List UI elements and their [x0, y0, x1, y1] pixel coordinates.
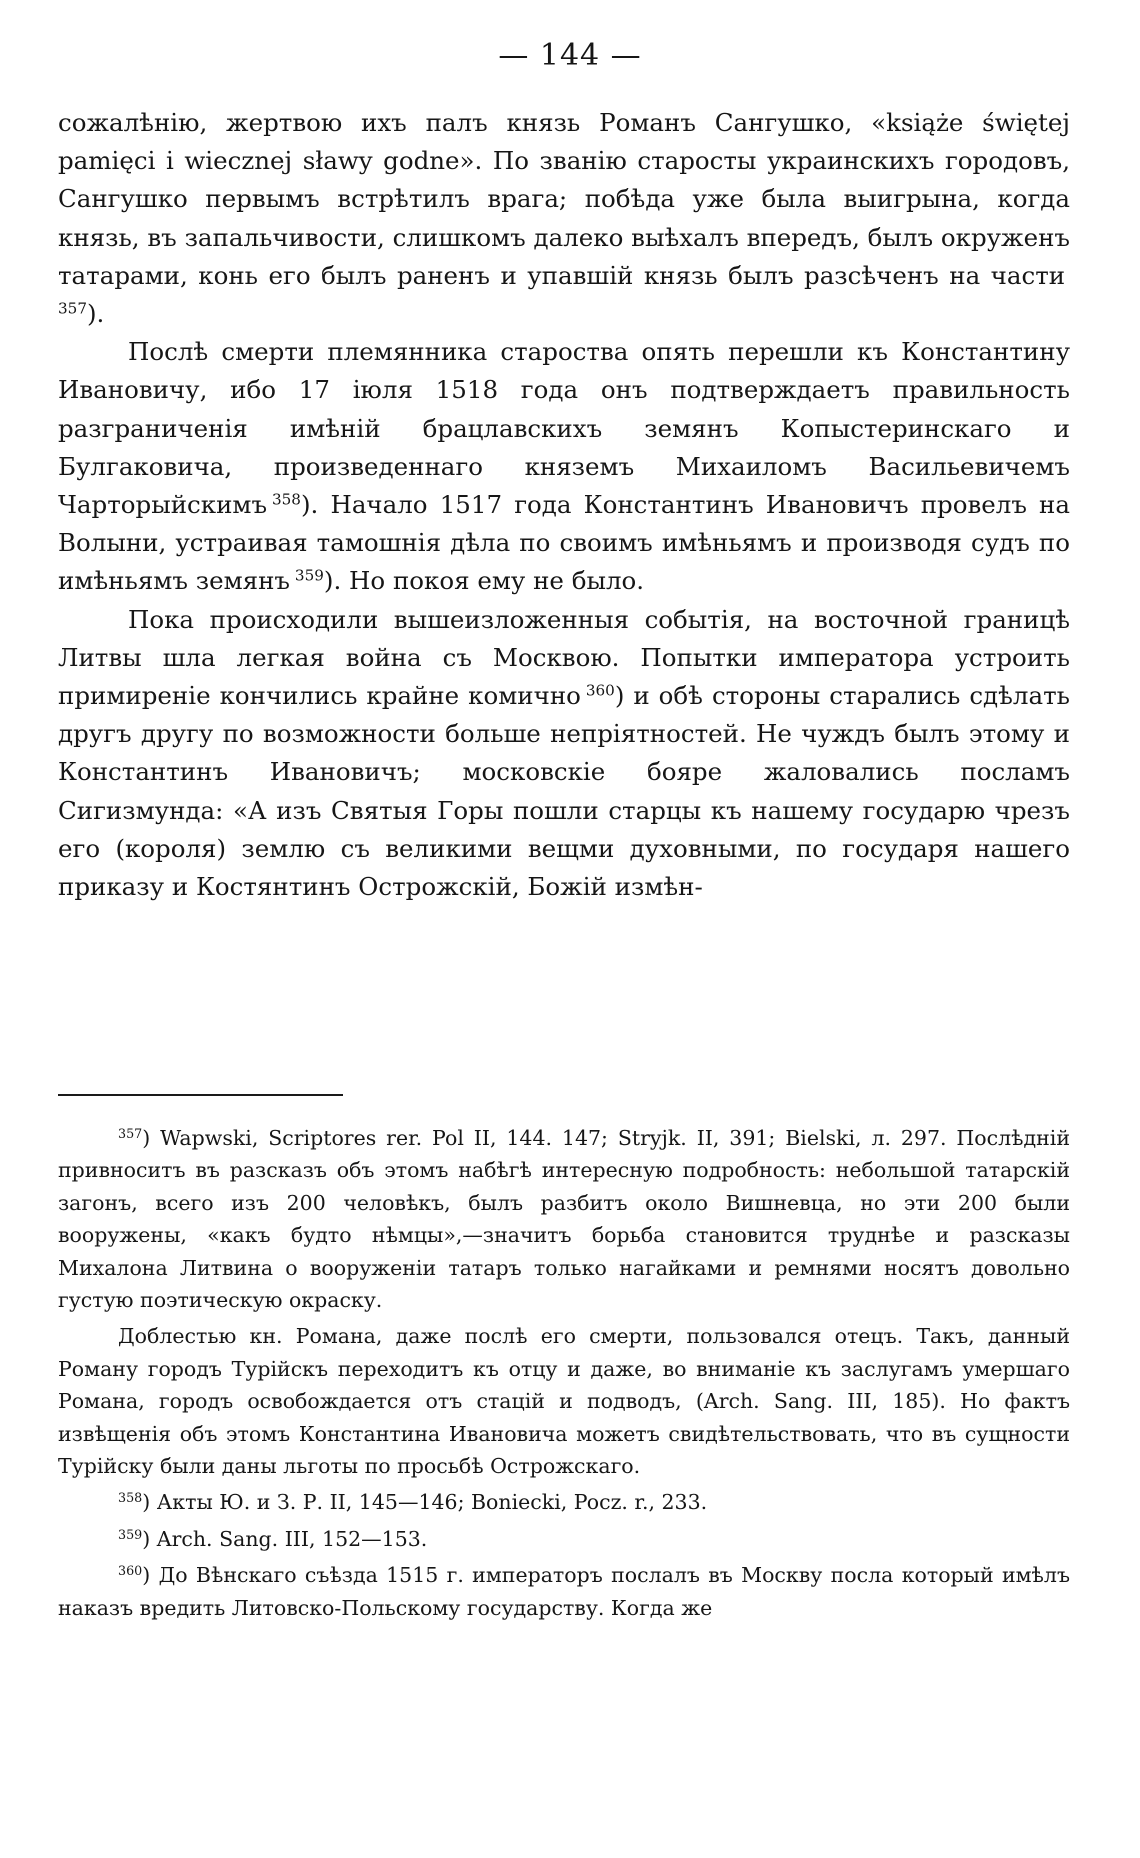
paragraph-2-part-a: Послѣ смерти племянника староства опять перешли къ Константину Ивановичу, ибо 17 іюля 1518 года онъ подтверждаетъ правильность разграниченія имѣній брацлавскихъ земянъ Копыстеринскаго и Булгаковича, произведеннаго княземъ Михаиломъ Васильевичемъ Чарторыйскимъ — [58, 337, 1070, 520]
footnotes — [58, 1122, 1070, 1624]
paragraph-3-part-b: ) и обѣ стороны старались сдѣлать другъ другу по возможности больше непріятностей. Не чуждъ былъ этому и Константинъ Ивановичъ; московскіе бояре жаловались посламъ Сигизмунда: «А изъ Святыя Горы пошли старцы къ нашему государю чрезъ его (короля) землю съ великими вещми духовными, по государя нашего приказу и Костянтинъ Острожскій, Божій измѣн- — [58, 681, 1070, 902]
footnote-359-number: 359 — [118, 1526, 143, 1542]
reference-357[interactable]: 357 — [58, 299, 87, 318]
footnote-357-text: ) Wapwski, Scriptores rer. Pol II, 144. 147; Stryjk. II, 391; Bielski, л. 297. Послѣдній привноситъ въ разсказъ объ этомъ набѣгѣ интересную подробность: небольшой татарскій загонъ, всего изъ 200 человѣкъ, былъ разбитъ около Вишневца, но эти 200 были вооружены, «какъ будто нѣмцы»,—значитъ борьба становится труднѣе и разсказы Михалона Литвина о вооруженіи татаръ только нагайками и ремнями носятъ довольно густую поэтическую окраску. — [58, 1126, 1070, 1313]
page-number: — 144 — — [498, 38, 642, 73]
reference-359[interactable]: 359 — [294, 567, 324, 586]
paragraph-2 — [58, 333, 1070, 600]
footnote-360-text: ) До Вѣнскаго съѣзда 1515 г. императоръ послалъ въ Москву посла который имѣлъ наказъ вредить Литовско-Польскому государству. Когда же — [58, 1563, 1070, 1620]
footnote-357-continuation: Доблестью кн. Романа, даже послѣ его смерти, пользовался отецъ. Такъ, данный Роману городъ Турійскъ переходитъ къ отцу и даже, во вниманіе къ заслугамъ умершаго Романа, городъ освобождается отъ стацій и подводъ, (Arch. Sang. III, 185). Но фактъ извѣщенія объ этомъ Константина Ивановича можетъ свидѣтельствовать, что въ сущности Турійску были даны льготы по просьбѣ Острожскаго. — [58, 1324, 1070, 1479]
paragraph-2-part-b: ). Начало 1517 года Константинъ Ивановичъ провелъ на Волыни, устраивая тамошнія дѣла по своимъ имѣньямъ и производя судъ по имѣньямъ земянъ — [58, 490, 1070, 596]
footnote-359-text: ) Arch. Sang. III, 152—153. — [142, 1526, 428, 1551]
footnote-358-number: 358 — [118, 1490, 143, 1506]
paragraph-3-part-a: Пока происходили вышеизложенныя событія, на восточной границѣ Литвы шла легкая война съ Москвою. Попытки императора устроить примиреніе кончились крайне комично — [58, 604, 1070, 711]
footnote-divider — [58, 1094, 343, 1096]
footnote-357-number: 357 — [118, 1126, 143, 1142]
reference-360[interactable]: 360 — [585, 681, 615, 700]
footnote-360 — [58, 1559, 1070, 1624]
footnote-359 — [58, 1523, 1070, 1555]
footnote-357 — [58, 1122, 1070, 1316]
footnote-358-text: ) Акты Ю. и З. Р. II, 145—146; Boniecki, Pocz. r., 233. — [142, 1490, 708, 1515]
reference-358[interactable]: 358 — [271, 490, 301, 509]
paragraph-3 — [58, 601, 1070, 907]
footnote-358 — [58, 1486, 1070, 1518]
paragraph-1-end: ). — [87, 299, 105, 329]
paragraph-2-part-c: ). Но покоя ему не было. — [323, 566, 645, 596]
paragraph-1-text: сожалѣнію, жертвою ихъ палъ князь Романъ Сангушко, «książe świętej pamięci i wiecznej sławy godne». По званію старосты украинскихъ городовъ, Сангушко первымъ встрѣтилъ врага; побѣда уже была выигрына, когда князь, въ запальчивости, слишкомъ далеко выѣхалъ впередъ, былъ окруженъ татарами, конь его былъ раненъ и упавшій князь былъ разсѣченъ на части — [58, 108, 1070, 290]
footnote-360-number: 360 — [118, 1563, 143, 1579]
main-text — [58, 104, 1070, 906]
paragraph-1 — [58, 104, 1070, 333]
